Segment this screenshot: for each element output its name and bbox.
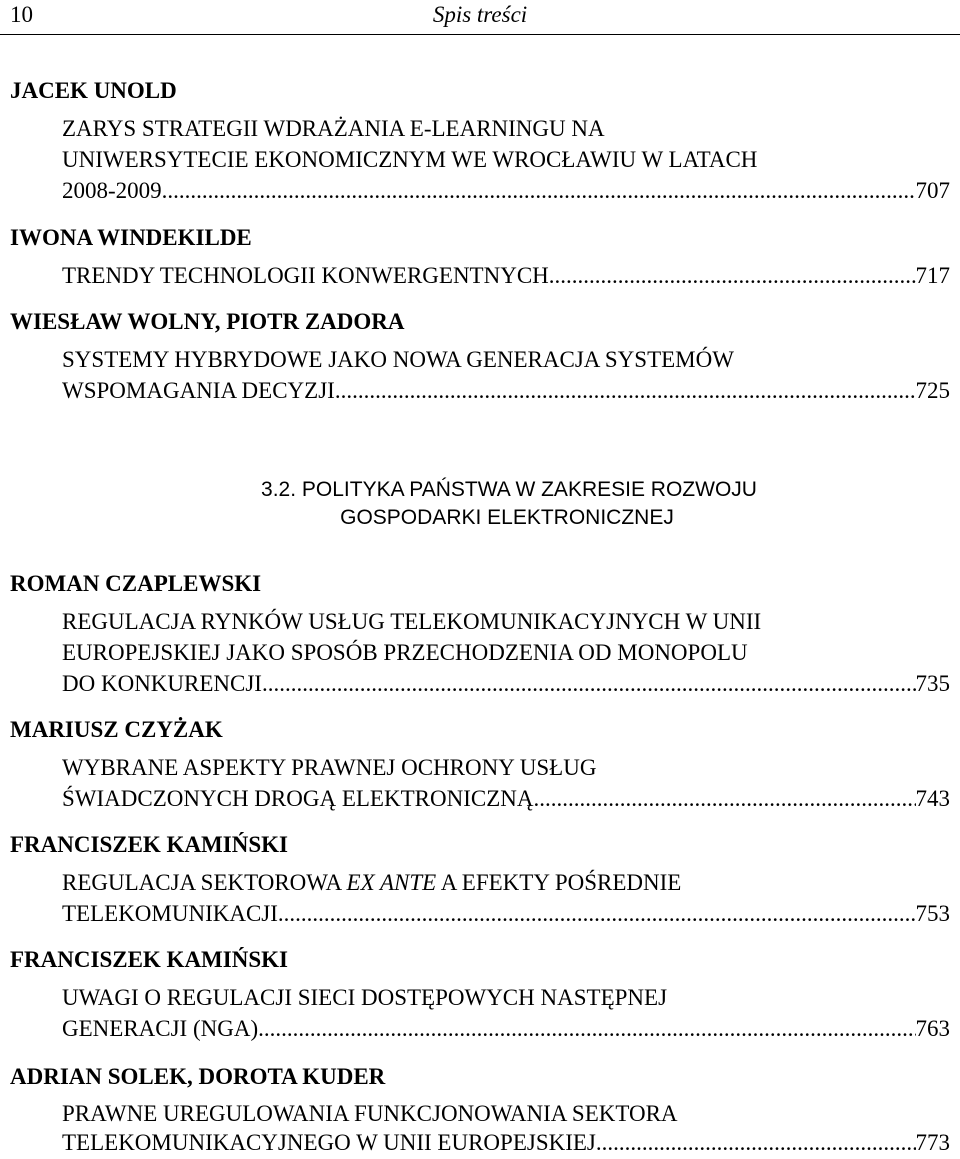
entry-title-text: A EFEKTY POŚREDNIE	[436, 870, 682, 895]
entry-title-line: TELEKOMUNIKACYJNEGO W UNII EUROPEJSKIEJ	[62, 1130, 596, 1155]
entry-title-line: WYBRANE ASPEKTY PRAWNEJ OCHRONY USŁUG	[62, 755, 597, 780]
entry-page-number: 763	[915, 1016, 950, 1041]
dot-leader	[549, 263, 916, 289]
entry-title-line: PRAWNE UREGULOWANIA FUNKCJONOWANIA SEKTORA	[62, 1101, 678, 1126]
entry-author: IWONA WINDEKILDE	[10, 225, 252, 250]
section-heading-line: 3.2. POLITYKA PAŃSTWA W ZAKRESIE ROZWOJU	[261, 478, 757, 501]
entry-title-line-with-page[interactable]	[62, 901, 950, 927]
entry-title-line: ŚWIADCZONYCH DROGĄ ELEKTRONICZNĄ	[62, 786, 534, 811]
entry-title-line-with-page[interactable]	[62, 1016, 950, 1042]
dot-leader	[162, 178, 916, 204]
entry-title-line-with-page[interactable]	[62, 1130, 950, 1156]
entry-title-line-with-page[interactable]	[62, 786, 950, 812]
entry-page-number: 707	[915, 178, 950, 203]
entry-title-line: UNIWERSYTECIE EKONOMICZNYM WE WROCŁAWIU W LATACH	[62, 147, 758, 172]
entry-title-line: UWAGI O REGULACJI SIECI DOSTĘPOWYCH NASTĘPNEJ	[62, 985, 668, 1010]
entry-title-text: REGULACJA SEKTOROWA	[62, 870, 347, 895]
running-header	[0, 0, 960, 35]
dot-leader	[258, 1016, 915, 1042]
entry-title-line: SYSTEMY HYBRYDOWE JAKO NOWA GENERACJA SYSTEMÓW	[62, 347, 734, 372]
dot-leader	[278, 901, 916, 927]
dot-leader	[596, 1130, 916, 1156]
entry-title-line: EUROPEJSKIEJ JAKO SPOSÓB PRZECHODZENIA OD MONOPOLU	[62, 640, 748, 665]
entry-page-number: 743	[915, 786, 950, 811]
entry-title-line-with-page[interactable]	[62, 671, 950, 697]
dot-leader	[262, 671, 916, 697]
entry-title-italic: EX ANTE	[346, 870, 437, 895]
entry-author: ADRIAN SOLEK, DOROTA KUDER	[10, 1064, 386, 1089]
entry-page-number: 725	[915, 378, 950, 403]
entry-title-line: TELEKOMUNIKACJI	[62, 901, 278, 926]
entry-page-number: 735	[915, 671, 950, 696]
entry-title-line: ZARYS STRATEGII WDRAŻANIA E-LEARNINGU NA	[62, 116, 605, 141]
entry-title-line-with-page[interactable]	[62, 378, 950, 404]
running-title: Spis treści	[432, 2, 528, 27]
entry-page-number: 717	[915, 263, 950, 288]
entry-page-number: 773	[915, 1130, 950, 1155]
page-number: 10	[10, 2, 33, 27]
entry-title-line-with-page[interactable]	[62, 263, 950, 289]
entry-title-line	[62, 870, 950, 896]
entry-title-line-with-page[interactable]	[62, 178, 950, 204]
entry-title-line: REGULACJA RYNKÓW USŁUG TELEKOMUNIKACYJNYCH W UNII	[62, 609, 762, 634]
entry-author: FRANCISZEK KAMIŃSKI	[10, 832, 288, 857]
entry-author: MARIUSZ CZYŻAK	[10, 717, 223, 742]
entry-title-line: GENERACJI (NGA)	[62, 1016, 259, 1041]
entry-author: WIESŁAW WOLNY, PIOTR ZADORA	[10, 309, 405, 334]
entry-title-line: TRENDY TECHNOLOGII KONWERGENTNYCH	[62, 263, 549, 288]
entry-title-line: 2008-2009	[62, 178, 162, 203]
section-heading-line: GOSPODARKI ELEKTRONICZNEJ	[340, 506, 674, 529]
entry-author: ROMAN CZAPLEWSKI	[10, 571, 262, 596]
entry-author: JACEK UNOLD	[10, 78, 177, 103]
entry-page-number: 753	[915, 901, 950, 926]
entry-author: FRANCISZEK KAMIŃSKI	[10, 947, 288, 972]
entry-title-line: DO KONKURENCJI	[62, 671, 262, 696]
entry-title-line: WSPOMAGANIA DECYZJI	[62, 378, 335, 403]
dot-leader	[533, 786, 915, 812]
dot-leader	[335, 378, 916, 404]
